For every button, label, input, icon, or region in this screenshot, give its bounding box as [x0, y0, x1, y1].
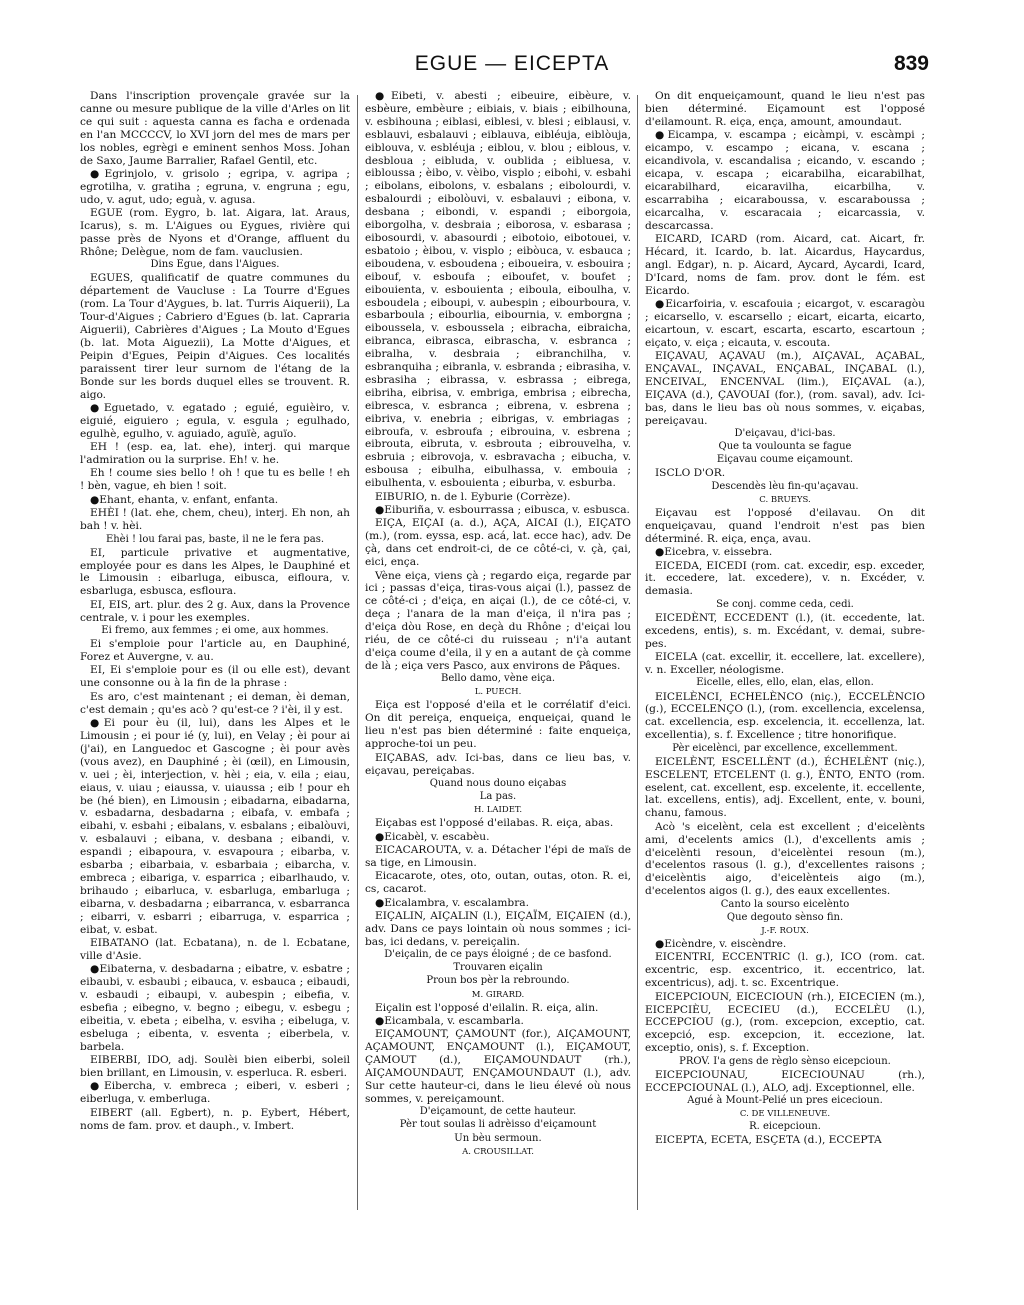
col3-entry: EICEDÈNT, ECCEDENT (l.), (it. eccedente, lat. excedens, entis), s. m. Excédant, v. demai, subre-pes. — [645, 611, 925, 650]
col3-entry: ●Eicampa, v. escampa ; eicàmpi, v. escàmpi ; eicampo, v. escampo ; eicana, v. escana ; eicandivola, v. escandalisa ; eicando, v. escando ; eicapa, v. escapa ; eicarabilha, eicarabilhat, eicarabilhard, eicaravilha, eicarbilha, v. escarrabiha ; eicaraboussa, v. escaraboussa ; eicarcalha, v. escaracaia ; eicarcassia, v. descarcassa. — [645, 129, 925, 232]
col3-entry: Eiçavau coume eiçamount. — [716, 454, 854, 466]
column-separator-right — [637, 95, 638, 1210]
col2-entry: A. CROUSILLAT. — [462, 1146, 534, 1157]
col3-entry: C. BRUEYS. — [759, 494, 811, 505]
col2-entry: EICACAROUTA, v. a. Détacher l'épi de maïs de sa tige, en Limousin. — [365, 844, 631, 869]
col3-entry: EICELÈNT, ESCELLÈNT (d.), ÉCHELÈNT (niç.), ESCELENT, ETCELENT (l. g.), ÈNTO, ENTO (rom. eselent, cat. excellent, esp. excelente, it. eccellente, lat. excellens, entis), adj. Excellent, ente, v. bouni, chanu, famous. — [645, 755, 925, 820]
col3-entry: EICEPCIOUNAU, EICECIOUNAU (rh.), ECCEPCIOUNAL (l.), ALO, adj. Exceptionnel, elle. — [645, 1068, 925, 1094]
col1-entry: ●Ehant, ehanta, v. enfant, enfanta. — [90, 493, 279, 506]
col1-entry: Dins Egue, dans l'Aigues. — [150, 259, 280, 271]
col1-entry: Ei fremo, aux femmes ; ei ome, aux hommes. — [101, 625, 329, 637]
col2-entry: Eiça est l'opposé d'eila et le corrélatif d'eici. On dit pereiça, enqueiça, enqueiçai, quand le lieu n'est pas bien déterminé : faite enqueiça, approche-toi un peu. — [365, 699, 631, 751]
column-right — [645, 90, 925, 1148]
col1-entry: EH ! (esp. ea, lat. ehe), interj. qui marque l'admiration ou la surprise. Eh! v. he. — [80, 441, 350, 467]
col1-entry: EIBERBI, IDO, adj. Soulèi bien eiberbi, soleil bien brillant, en Limousin, v. esperluca. R. esberi. — [80, 1054, 350, 1080]
col2-entry: D'eiçalin, de ce pays éloigné ; de ce basfond. — [384, 949, 612, 961]
col1-entry: ●Egrinjolo, v. grisolo ; egripa, v. agripa ; egrotilha, v. gratiha ; egruna, v. engruna ; egu, udo, v. agut, udo; eguà, v. agusa. — [80, 167, 350, 206]
col3-entry: D'eiçavau, d'ici-bas. — [734, 428, 836, 440]
col1-entry: EIBERT (all. Egbert), n. p. Eybert, Hébert, noms de fam. prov. et dauph., v. Imbert. — [80, 1106, 350, 1132]
col3-entry: Acò 's eicelènt, cela est excellent ; d'eicelènts ami, d'ecelents amics (l.), d'excellents amis ; d'eicelènti resoun, d'eicelèntei resoun (m.), d'ecelentos rasous (l. g.), d'excellentes raisons ; d'eicelèntis aigo, d'eicelènteis aigo (m.), d'ecelentos aigos (l. g.), des eaux excellentes. — [645, 820, 925, 898]
col2-entry: ●Eiburiña, v. esbourrassa ; eibusca, v. esbusca. — [375, 504, 630, 516]
col3-entry: EICEDA, EICEDI (rom. cat. excedir, esp. exceder, it. eccedere, lat. excedere), v. n. Excéder, v. demasia. — [645, 559, 925, 598]
col3-entry: Descendès lèu fin-qu'açavau. — [711, 480, 859, 492]
col3-entry: ●Eicebra, v. eissebra. — [655, 546, 773, 559]
col1-entry: ●Eibercha, v. embreca ; eiberi, v. esberi ; eiberluga, v. emberluga. — [80, 1080, 350, 1106]
col1-entry: Eh ! coume sies bello ! oh ! que tu es belle ! eh ! bèn, vague, eh bien ! soit. — [80, 467, 350, 493]
col3-entry: Eicelle, elles, ello, elan, elas, ellon. — [696, 677, 874, 689]
col1-entry: Ehèi ! lou farai pas, baste, il ne le fera pas. — [105, 533, 325, 545]
col3-entry: EIÇAVAU, AÇAVAU (m.), AIÇAVAL, AÇABAL, ENÇAVAL, INÇAVAL, ENÇABAL, INÇABAL (l.), ENCEIVAL, ENCENVAL (lim.), EIÇAVAL (a.), EIÇAVA (d.), ÇAVOUAI (for.), (rom. saval), adv. Ici-bas, dans le lieu bas où nous sommes, v. eiçabas, pereiçavau. — [645, 350, 925, 427]
col2-entry: ●Eibeti, v. abesti ; eibeuire, eibèure, v. esbèure, embèure ; eibiais, v. biais ; eibilhouna, v. esbihouna ; eiblasi, eiblesi, v. blesi ; eiblausi, v. esblauvi, esbalauvi ; eiblauva, eibléuja, eiblòuja, eiblouva, v. esbléuja ; eiblou, v. blou ; eiblous, v. desbloua ; eibluda, v. oublida ; eibluesa, v. eibloussa ; èibo, v. vèibo, visplo ; eibohi, v. esbahi ; eibolans, eibolons, v. esbalans ; eibolourdi, v. esbalourdi ; eibolòuvi, v. esbalauvi ; eibona, v. desbana ; eibondi, v. espandi ; eiborgoia, eiborgolha, v. desbraia ; eiborosa, v. esbarasa ; eibosourdi, v. abasourdi ; eibotoio, eibotouei, v. esbatoio ; èibou, v. visplo ; eibòuca, v. esbauca ; eiboudena, v. esboudena ; eiboueira, v. esbouira ; eibouf, v. esboufa ; eiboufet, v. boufet ; eibouienta, v. esbouienta ; eiboula, eiboulha, v. esboudela ; eiboupi, v. aubespin ; eibourboura, v. esbarboula ; eibourlia, eibournia, v. emborgna ; eiboussela, v. esboussela ; eibracha, eibraicha, eibranca, eibrasca, eibrascha, v. esbranca ; eibralha, v. desbraia ; eibranchilha, v. esbranquiha ; eibranla, v. esbranda ; eibrasiha, v. esbrasiha ; eibrassa, v. esbrassa ; eibrega, eibriha, eibrisa, v. embriga, embrisa ; eibrecha, eibresca, v. esbranca ; eibrena, v. esbrena ; eibriva, v. enebria ; eibrigas, v. embriagas ; eibroufa, v. esbroufa ; eibrouina, v. esbrena ; eibrouta, eibruta, v. esbrouta ; eibrouvelha, v. esbruia ; eibrovoja, v. esbravacha ; eibucha, v. esbousa ; eibulha, eibulhassa, v. embouia ; eibulhenta, v. esbouienta ; eiburba, v. esburba. — [365, 90, 631, 490]
col1-entry: EI, EIS, art. plur. des 2 g. Aux, dans la Provence centrale, v. i pour les exemples. — [80, 598, 350, 624]
col3-entry: On dit enqueiçamount, quand le lieu n'est pas bien déterminé. Eiçamount est l'opposé d'eilamount. R. eiça, ença, amount, amoundaut. — [645, 90, 925, 128]
col2-entry: Bello damo, vène eiça. — [440, 673, 556, 685]
col1-entry: Ei s'emploie pour l'article au, en Dauphiné, Forez et Auvergne, v. au. — [80, 638, 350, 664]
col3-entry: EICEPCIOUN, EICECIOUN (rh.), EICECIEN (m.), EICEPCIÈU, ECECIEU (d.), ECCELÈU (l.), ECCEPCIOU (g.), (rom. excepcion, exceptio, cat. excepció, esp. excepcion, it. eccezione, lat. exceptio, onis), s. f. Exception. — [645, 990, 925, 1055]
col3-entry: Pèr eicelènci, par excellence, excellemment. — [672, 742, 898, 754]
col3-entry: Que degouto sènso fin. — [726, 911, 844, 923]
col2-entry: D'eiçamount, de cette hauteur. — [419, 1106, 577, 1118]
col2-entry: Pèr tout soulas li adrèisso d'eiçamount — [399, 1119, 597, 1131]
col3-entry: C. DE VILLENEUVE. — [739, 1109, 831, 1120]
col1-entry: EI, Ei s'emploie pour es (il ou elle est), devant une consonne ou à la fin de la phrase : — [80, 664, 350, 690]
column-middle — [365, 90, 631, 1159]
col3-entry: R. eicepcioun. — [749, 1121, 821, 1133]
col3-entry: PROV. I'a gens de règlo sènso eicepcioun. — [679, 1055, 891, 1067]
col2-entry: La pas. — [479, 791, 517, 802]
col2-entry: H. LAIDET. — [473, 805, 523, 816]
col3-entry: EICARD, ICARD (rom. Aicard, cat. Aicart, fr. Hécard, it. Icardo, b. lat. Aicardus, Haycardus, angl. Edgar), n. p. Aicard, Aycard, Aycardi, Icard, D'Icard, noms de fam. prov. dont le fém. est Eicardo. — [645, 232, 925, 297]
col3-entry: Agué à Mount-Pelié un pres eicecioun. — [687, 1095, 883, 1107]
col1-entry: EGUE (rom. Eygro, b. lat. Aigara, lat. Araus, Icarus), s. m. L'Aigues ou Eygues, rivière qui passe près de Nyons et d'Orange, affluent du Rhône; Delègue, nom de fam. vauclusien. — [80, 207, 350, 258]
page-header — [0, 52, 1024, 82]
col2-entry: ●Eicalambra, v. escalambra. — [375, 896, 529, 909]
col3-entry: Canto la sourso eicelènto — [720, 898, 850, 910]
col3-entry: EICELA (cat. excellir, it. eccellere, lat. excellere), v. n. Exceller, néologisme. — [645, 651, 925, 676]
col2-entry: EIBURIO, n. de l. Eyburie (Corrèze). — [375, 490, 571, 503]
col2-entry: M. GIRARD. — [471, 989, 525, 1000]
col2-entry: Eiçabas est l'opposé d'eilabas. R. eiça, abas. — [375, 817, 614, 830]
col1-entry: EGUES, qualificatif de quatre communes du département de Vaucluse : La Tourre d'Egues (rom. La Tour d'Aygues, b. lat. Turris Aiquerii), La Tour-d'Aigues ; Cabriero d'Egues (b. lat. Capraria Aiguerii), Cabrières d'Aigues ; La Mouto d'Egues (b. lat. Mota Aiguezii), La Motte d'Aigues, et Peipin d'Egues, Peipin d'Aigues. Ces localités paraissent tirer leur surnom de l'étang de la Bonde sur les bords duquel elles se trouvent. R. aigo. — [80, 272, 350, 401]
page-number: 839 — [893, 52, 929, 75]
running-title: EGUE — EICEPTA — [414, 52, 610, 75]
col1-entry: Es aro, c'est maintenant ; ei deman, èi deman, c'est demain ; qu'es acò ? qu'est-ce ? i'èi, il y est. — [80, 690, 350, 716]
col2-entry: Quand nous douno eiçabas — [429, 777, 567, 789]
col3-entry: EICEPTA, ECETA, ESÇETA (d.), ECCEPTA — [655, 1134, 882, 1147]
col1-entry: EHÈI ! (lat. ehe, chem, cheu), interj. Eh non, ah bah ! v. hèi. — [80, 507, 350, 533]
col2-entry: EIÇA, EIÇAI (a. d.), AÇA, AICAI (l.), EIÇATO (m.), (rom. eyssa, esp. acá, lat. ecce hac), adv. De çà, dans cet endroit-ci, de ce côté-ci, v. çà, çai, eici, ença. — [365, 517, 631, 569]
col3-entry: EICELÈNCI, ECHELÈNCO (niç.), ECCELÈNCIO (g.), ECCELENÇO (l.), (rom. excellencia, excelensa, cat. excellencia, esp. excelencia, it. eccellenza, lat. excellentia), s. f. Excellence ; titre honorifique. — [645, 690, 925, 742]
col2-entry: ●Eicabèl, v. escabèu. — [375, 830, 490, 843]
col3-entry: ●Eicèndre, v. eiscèndre. — [655, 937, 787, 950]
col3-entry: EICENTRI, ECCENTRIC (l. g.), ICO (rom. cat. excentric, esp. excentrico, it. eccentrico, lat. excentricus), adj. t. sc. Excentrique. — [645, 951, 925, 990]
col3-entry: Que ta voulounta se fague — [718, 441, 852, 453]
col2-entry: ●Eicambala, v. escambarla. — [375, 1015, 524, 1028]
col3-entry: ISCLO D'OR. — [655, 467, 726, 480]
column-left — [80, 90, 350, 1133]
col2-entry: Vène eiça, viens çà ; regardo eiça, regarde par ici ; passas d'eiça, tiras-vous aiçai (l.), passez de ce côté-ci ; d'eiça, en aiçai (l.), de ce côté-ci, v. deça ; l'anara de la man d'eiça, il n'ira pas ; d'eiça dòu Rose, en deçà du Rhône ; d'eiçai lou riéu, de ce côté-ci du ruisseau ; n'i'a autant d'eiça coume d'eila, il y en a autant de çà comme de là ; eiça vers Pasco, aux environs de Pâques. — [365, 569, 631, 672]
col1-entry: ●Eibaterna, v. desbadarna ; eibatre, v. esbatre ; eibaubi, v. esbaubi ; eibauca, v. esbauca ; eibaudi, v. esbaudi ; eibaupi, v. aubespin ; eibefia, v. esbefia ; eibegno, v. begno ; eibegu, v. esbegu ; eibeitia, v. ebeta ; eibelha, v. esviha ; eibeluga, v. esbeluga ; eibenta, v. esventa ; eiberbela, v. barbela. — [80, 963, 350, 1053]
col2-entry: L. PUECH. — [474, 687, 522, 698]
col2-entry: EIÇAMOUNT, ÇAMOUNT (for.), AIÇAMOUNT, AÇAMOUNT, ENÇAMOUNT (l.), EIÇAMOUT, ÇAMOUT (d.), EIÇAMOUNDAUT (rh.), AIÇAMOUNDAUT, ENÇAMOUNDAUT (l.), adv. Sur cette hauteur-ci, dans le lieu élevé où nous sommes, v. pereiçamount. — [365, 1028, 631, 1105]
col1-entry: ●Ei pour èu (il, lui), dans les Alpes et le Limousin ; ei pour ié (y, lui), en Velay ; èi pour ai (j'ai), en Languedoc et Gascogne ; èi pour avès (vous avez), en Dauphiné ; èi (œil), en Limousin, v. uei ; èi, interjection, v. hèi ; eia, v. eila ; eiau, eiaus, v. uiau ; eiaussa, v. uiaussa ; eib ! pour eh be (hé bien), en Limousin ; eibadarna, eibadarna, v. esbadarna, desbadarna ; eibafa, v. embafa ; eibahi, v. esbahi ; eibalans, v. esbalans ; eibalòuvi, v. esbalauvi ; eibana, v. desbana ; eibandi, v. espandi ; eibapoura, v. esvapoura ; eibarba, v. esbarba ; eibarbaia, v. esbarbaia ; eibarcha, v. embreca ; eibariga, v. esparrica ; eibarlhaudo, v. brihaudo ; eibarluca, v. esbarluga, embarluga ; eibarna, v. desbadarna ; eibarranca, v. esbarranca ; eibarri, v. esbarri ; eibarruga, v. esparrica ; eibat, v. esbat. — [80, 717, 350, 936]
column-separator-left — [357, 95, 358, 1210]
col2-entry: Un bèu sermoun. — [454, 1132, 542, 1144]
col3-entry: ●Eicarfoiria, v. escafouia ; eicargot, v. escaragòu ; eicarsello, v. escarsello ; eicart, eicarta, eicarto, eicartoun, v. escart, escarta, escarto, escartoun ; eiçato, v. eiça ; eicauta, v. escouta. — [645, 298, 925, 349]
col3-entry: J.-F. ROUX. — [761, 925, 809, 936]
col3-entry: Se conj. comme ceda, cedi. — [716, 598, 854, 610]
col2-entry: EIÇABAS, adv. Ici-bas, dans ce lieu bas, v. eiçavau, pereiçabas. — [365, 751, 631, 777]
col2-entry: Eiçalin est l'opposé d'eilalin. R. eiça, alin. — [375, 1001, 599, 1014]
col1-entry: EI, particule privative et augmentative, employée pour es dans les Alpes, le Dauphiné et le Limousin : eibarluga, eibusca, eifloura, v. esbarluga, esbusca, esfloura. — [80, 546, 350, 598]
col1-entry: Dans l'inscription provençale gravée sur la canne ou mesure publique de la ville d'Arles on lit ce qui suit : aquesta canna es facha e ordenada en l'an MCCCCV, lo XVI jorn del mes de mars per los nobles, egrègi e eminent senhos Moss. Johan de Saxo, Jaume Barralier, Rafael Gentil, etc. — [80, 90, 350, 167]
col3-entry: Eiçavau est l'opposé d'eilavau. On dit enqueiçavau, quand l'endroit n'est pas bien déterminé. R. eiça, ença, avau. — [645, 506, 925, 545]
col2-entry: Trouvaren eiçalin — [453, 962, 543, 974]
col1-entry: EIBATANO (lat. Ecbatana), n. de l. Ecbatane, ville d'Asie. — [80, 936, 350, 962]
col2-entry: Eicacarote, otes, oto, outan, outas, oton. R. ei, cs, cacarot. — [365, 870, 631, 896]
col2-entry: EIÇALIN, AIÇALIN (l.), EIÇAÏM, EIÇAIEN (d.), adv. Dans ce pays lointain où nous sommes ; ici-bas, ici dedans, v. pereiçalin. — [365, 910, 631, 948]
col2-entry: Proun bos pèr la rebroundo. — [426, 975, 570, 987]
col1-entry: ●Eguetado, v. egatado ; eguié, eguièiro, v. eiguié, eiguiero ; egula, v. esgula ; egulhado, egulhè, egulho, v. aguiado, aguïè, aguïo. — [80, 401, 350, 440]
